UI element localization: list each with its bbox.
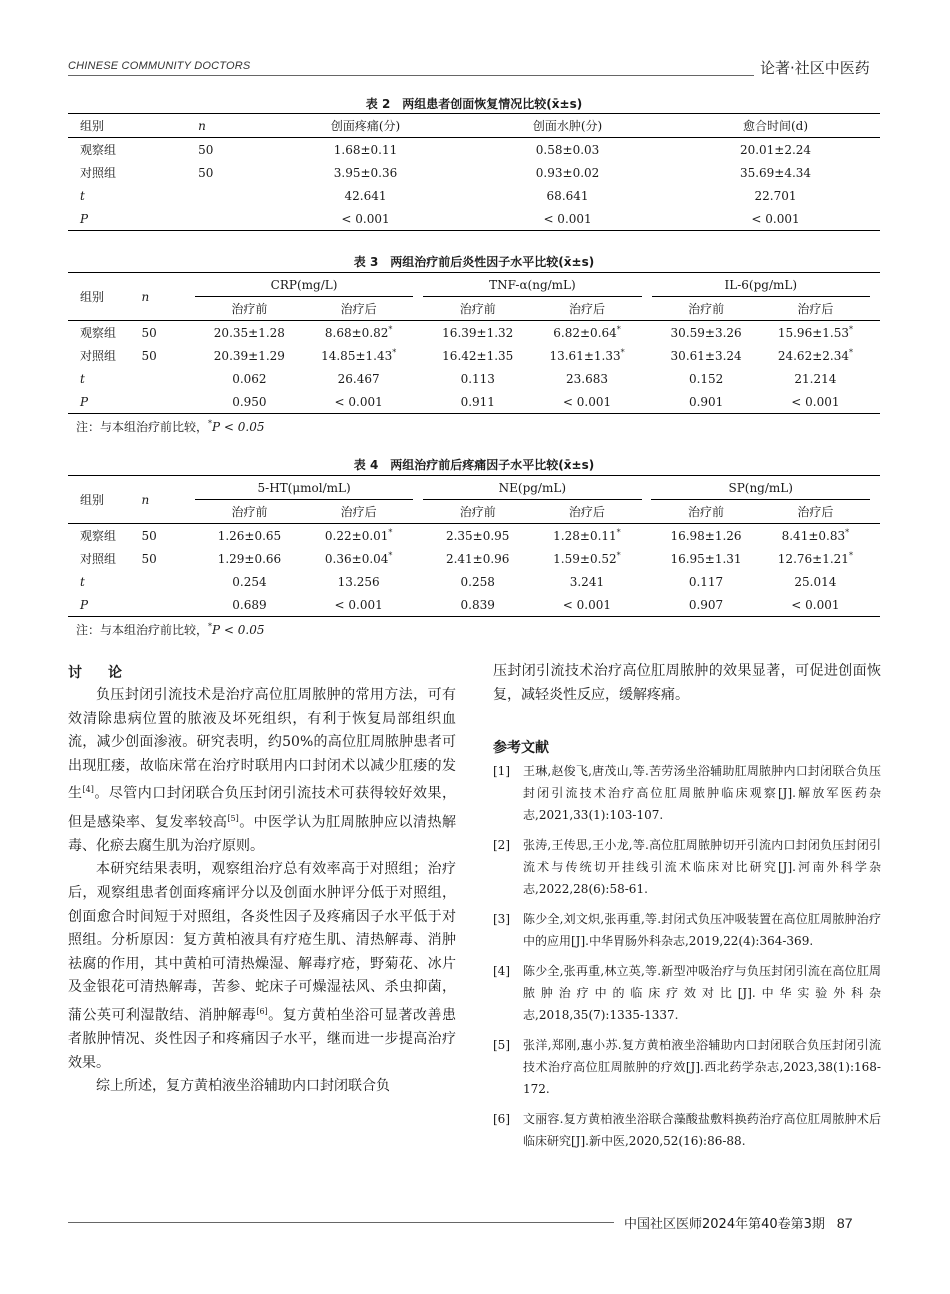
discussion-continuation [493, 660, 881, 707]
table4-caption: 表 4 两组治疗前后疼痛因子水平比较(x̄±s) [353, 458, 595, 472]
table-cell: 3.95±0.36 [333, 165, 398, 180]
table-row [68, 184, 880, 207]
table4-subheader: 治疗前 [231, 505, 268, 519]
table3-note: 注：与本组治疗前比较，*P < 0.05 [76, 419, 265, 434]
footer-journal: 中国社区医师2024年第40卷第3期 [624, 1217, 825, 1232]
table-cell: 30.61±3.24 [670, 348, 742, 363]
table-cell: 16.95±1.31 [670, 551, 742, 566]
table-cell: 0.113 [460, 371, 495, 386]
table-cell: 0.901 [688, 394, 724, 409]
table-cell: 0.950 [232, 394, 267, 409]
table-cell: 50 [141, 551, 157, 566]
table-cell: 16.98±1.26 [670, 528, 742, 543]
table4-note: 注：与本组治疗前比较，*P < 0.05 [76, 622, 265, 637]
table-row [68, 390, 880, 414]
table-cell: 25.014 [794, 574, 837, 589]
table-cell: 8.68±0.82* [324, 325, 393, 340]
table4-subheader: 治疗后 [568, 505, 605, 519]
table-cell: t [80, 188, 85, 203]
table-row [68, 161, 880, 184]
table-cell: t [80, 574, 85, 589]
table3-subheader: 治疗前 [231, 302, 268, 316]
table3-subheader: 治疗后 [797, 302, 834, 316]
table4-subheader: 治疗前 [459, 505, 496, 519]
reference-item: [1] 王琳,赵俊飞,唐茂山,等.苦劳汤坐浴辅助肛周脓肿内口封闭联合负压封闭引流技术治疗高位肛周脓肿临床观察[J].解放军医药杂志,2021,33(1):103-107. [493, 764, 881, 822]
table-cell: 42.641 [344, 188, 387, 203]
table-cell: 0.911 [460, 394, 495, 409]
table-cell: 1.29±0.66 [217, 551, 282, 566]
table-cell: 23.683 [566, 371, 609, 386]
table2-header: 组别 [80, 119, 105, 133]
reference-item: [6] 文丽容.复方黄柏液坐浴联合藻酸盐敷料换药治疗高位肛周脓肿术后临床研究[J].新中医,2020,52(16):86-88. [493, 1112, 881, 1148]
reference-item: [3] 陈少全,刘文炽,张再重,等.封闭式负压冲吸装置在高位肛周脓肿治疗中的应用[J].中华胃肠外科杂志,2019,22(4):364-369. [493, 912, 881, 948]
table-cell: 21.214 [794, 371, 837, 386]
table-cell: 0.689 [232, 597, 267, 612]
page-number: 87 [836, 1215, 853, 1231]
table-cell: 对照组 [80, 166, 117, 180]
journal-english-name: CHINESE COMMUNITY DOCTORS [68, 60, 251, 72]
table-cell: P [80, 394, 89, 409]
table3-subheader: 治疗前 [459, 302, 496, 316]
footer-rule [68, 1222, 614, 1223]
table3-subheader: 治疗后 [340, 302, 377, 316]
reference-item: [4] 陈少全,张再重,林立英,等.新型冲吸治疗与负压封闭引流在高位肛周脓肿治疗中的临床疗效对比[J].中华实验外科杂志,2018,35(7):1335-1337. [493, 964, 881, 1022]
references-list [493, 760, 881, 1160]
table-cell: 20.35±1.28 [213, 325, 285, 340]
table2 [68, 113, 880, 231]
table-cell: 15.96±1.53* [777, 325, 853, 340]
table-cell: 50 [141, 325, 157, 340]
table-cell: 24.62±2.34* [777, 348, 853, 363]
table-cell: < 0.001 [341, 211, 390, 226]
discussion-paragraph: 压封闭引流技术治疗高位肛周脓肿的效果显著，可促进创面恢复，减轻炎性反应，缓解疼痛。 [493, 663, 881, 703]
table-cell [142, 390, 185, 414]
table-cell: 0.93±0.02 [535, 165, 600, 180]
table-cell: 50 [198, 165, 214, 180]
table-row [68, 570, 880, 593]
table-row [68, 207, 880, 231]
table-cell: 0.062 [232, 371, 267, 386]
footer [624, 1213, 852, 1232]
table-cell: 0.58±0.03 [535, 142, 600, 157]
references-title: 参考文献 [493, 740, 549, 756]
table-cell: 0.117 [688, 574, 724, 589]
table-cell: < 0.001 [334, 394, 383, 409]
discussion-body [68, 684, 456, 1099]
table2-caption: 表 2 两组患者创面恢复情况比较(x̄±s) [365, 97, 583, 111]
table-cell: 0.152 [688, 371, 724, 386]
table-cell: < 0.001 [562, 597, 612, 612]
table-row [68, 321, 880, 345]
table-row [68, 547, 880, 570]
table-cell: 13.256 [337, 574, 380, 589]
table-cell: 1.26±0.65 [217, 528, 282, 543]
table2-header: 愈合时间(d) [742, 119, 809, 133]
table2-header: 创面疼痛(分) [330, 119, 401, 133]
table-cell [198, 184, 267, 207]
table4-subheader: 治疗后 [797, 505, 834, 519]
table-cell: 1.28±0.11* [553, 528, 621, 543]
table-cell: < 0.001 [543, 211, 592, 226]
table-cell: 观察组 [80, 326, 117, 340]
table3-factor-header: IL-6(pg/mL) [652, 273, 871, 297]
table-cell: < 0.001 [791, 394, 840, 409]
reference-item: [2] 张涛,王传思,王小龙,等.高位肛周脓肿切开引流内口封闭负压封闭引流术与传统切开挂线引流术临床对比研究[J].河南外科学杂志,2022,28(6):58-61. [493, 838, 881, 896]
table-cell: 26.467 [337, 371, 380, 386]
table-cell: 3.241 [569, 574, 605, 589]
table4-factor-header: 5-HT(μmol/mL) [195, 476, 413, 500]
table-cell: 观察组 [80, 143, 117, 157]
table-row [68, 524, 880, 548]
table-cell: < 0.001 [562, 394, 612, 409]
table3 [68, 272, 880, 414]
table-cell [142, 570, 186, 593]
table-cell: 观察组 [80, 529, 117, 543]
table-cell: < 0.001 [751, 211, 800, 226]
table-cell: 30.59±3.26 [670, 325, 742, 340]
table-cell: 0.22±0.01* [324, 528, 393, 543]
discussion-paragraph: 综上所述，复方黄柏液坐浴辅助内口封闭联合负 [96, 1078, 390, 1095]
table-cell: 0.36±0.04* [324, 551, 393, 566]
discussion-title: 讨 论 [68, 665, 128, 681]
table-cell: 20.39±1.29 [213, 348, 285, 363]
table4-n-header: n [141, 492, 150, 507]
table-cell: 14.85±1.43* [321, 348, 397, 363]
table-cell: 68.641 [546, 188, 589, 203]
table4-factor-header: SP(ng/mL) [651, 476, 870, 500]
table3-factor-header: TNF-α(ng/mL) [423, 273, 642, 297]
table-cell [142, 593, 186, 617]
table-cell: 8.41±0.83* [781, 528, 850, 543]
table-cell: 0.258 [460, 574, 495, 589]
table-cell: 50 [141, 528, 157, 543]
table-cell: 对照组 [80, 349, 117, 363]
header-rule [68, 75, 754, 76]
table-cell: P [80, 597, 89, 612]
table-row [68, 367, 880, 390]
table4-subheader: 治疗后 [340, 505, 377, 519]
reference-item: [5] 张洋,郑刚,惠小苏.复方黄柏液坐浴辅助内口封闭联合负压封闭引流技术治疗高位肛周脓肿的疗效[J].西北药学杂志,2023,38(1):168-172. [493, 1038, 881, 1096]
table-cell: 对照组 [80, 552, 117, 566]
table-cell: 2.35±0.95 [445, 528, 510, 543]
table-cell: 35.69±4.34 [739, 165, 812, 180]
table-cell: 50 [141, 348, 157, 363]
discussion-paragraph: 负压封闭引流技术是治疗高位肛周脓肿的常用方法，可有效清除患病位置的脓液及坏死组织，有利于恢复局部组织血流，减少创面渗液。研究表明，约50%的高位肛周脓肿患者可出现肛瘘，故临床常在治疗时联用内口封闭术以减少肛瘘的发生[4]。尽管内口封闭联合负压封闭引流技术可获得较好效果，但是感染率、复发率较高[5]。中医学认为肛周脓肿应以清热解毒、化瘀去腐生肌为治疗原则。 [68, 687, 457, 854]
table-cell [142, 367, 185, 390]
table-cell: 22.701 [754, 188, 797, 203]
table4-factor-header: NE(pg/mL) [423, 476, 641, 500]
table4 [68, 475, 880, 617]
table3-subheader: 治疗后 [569, 302, 606, 316]
table-cell: 0.907 [688, 597, 724, 612]
table3-group-header: 组别 [80, 290, 105, 304]
table-cell: < 0.001 [791, 597, 840, 612]
table-cell: P [80, 211, 89, 226]
table-row [68, 593, 880, 617]
table-cell: 0.254 [232, 574, 267, 589]
table3-factor-header: CRP(mg/L) [195, 273, 414, 297]
table-cell [198, 207, 267, 231]
table-cell: 1.68±0.11 [333, 142, 398, 157]
table-cell: 1.59±0.52* [553, 551, 621, 566]
table-cell: < 0.001 [334, 597, 383, 612]
table-cell: 50 [198, 142, 214, 157]
table-row [68, 138, 880, 162]
table3-subheader: 治疗前 [688, 302, 725, 316]
table-cell: 12.76±1.21* [777, 551, 853, 566]
table3-n-header: n [141, 289, 150, 304]
table-cell: t [80, 371, 85, 386]
table-row [68, 344, 880, 367]
table3-caption: 表 3 两组治疗前后炎性因子水平比较(x̄±s) [353, 255, 595, 269]
table-cell: 2.41±0.96 [445, 551, 510, 566]
table-cell: 13.61±1.33* [549, 348, 625, 363]
table2-header: 创面水肿(分) [532, 119, 603, 133]
table2-header: n [198, 118, 206, 133]
table4-group-header: 组别 [80, 493, 105, 507]
table-cell: 16.42±1.35 [442, 348, 514, 363]
table-cell: 0.839 [460, 597, 495, 612]
table4-subheader: 治疗前 [688, 505, 725, 519]
table-cell: 6.82±0.64* [553, 325, 621, 340]
discussion-paragraph: 本研究结果表明，观察组治疗总有效率高于对照组；治疗后，观察组患者创面疼痛评分以及创面水肿评分低于对照组，创面愈合时间短于对照组，各炎性因子及疼痛因子水平低于对照组。分析原因：复方黄柏液具有疗疮生肌、清热解毒、消肿祛腐的作用，其中黄柏可清热燥湿、解毒疗疮，野菊花、冰片及金银花可清热解毒，苦参、蛇床子可燥湿祛风、杀虫抑菌，蒲公英可利湿散结、消肿解毒[6]。复方黄柏坐浴可显著改善患者脓肿情况、炎性因子和疼痛因子水平，继而进一步提高治疗效果。 [68, 861, 456, 1071]
table-cell: 16.39±1.32 [442, 325, 514, 340]
section-label: 论著·社区中医药 [760, 59, 870, 77]
table-cell: 20.01±2.24 [739, 142, 812, 157]
